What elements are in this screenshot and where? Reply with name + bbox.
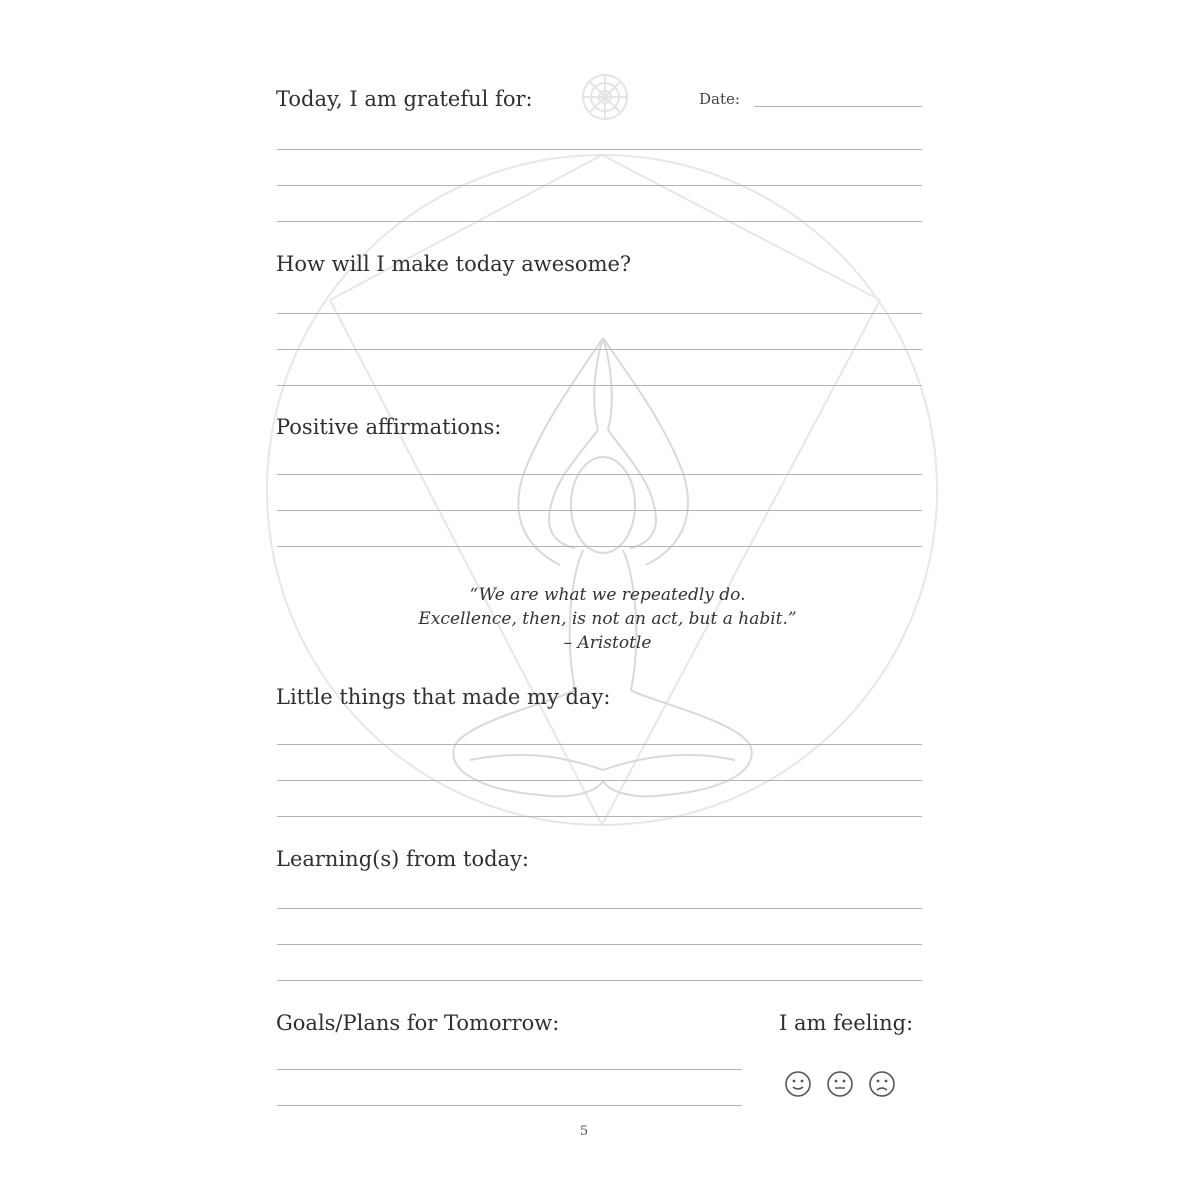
grateful-line-2[interactable]: [277, 185, 922, 186]
learnings-line-1[interactable]: [277, 908, 922, 909]
goals-line-1[interactable]: [277, 1069, 742, 1070]
grateful-line-1[interactable]: [277, 149, 922, 150]
learnings-line-3[interactable]: [277, 980, 922, 981]
awesome-heading: How will I make today awesome?: [276, 252, 632, 276]
smiley-face-icon[interactable]: [784, 1070, 812, 1098]
mood-faces: [784, 1070, 909, 1100]
quote-line-2: Excellence, then, is not an act, but a habit.”: [418, 609, 797, 629]
grateful-line-3[interactable]: [277, 221, 922, 222]
goals-heading: Goals/Plans for Tomorrow:: [276, 1011, 560, 1035]
grateful-heading: Today, I am grateful for:: [276, 87, 533, 111]
little-things-line-2[interactable]: [277, 780, 922, 781]
neutral-face-icon[interactable]: [826, 1070, 854, 1098]
awesome-line-3[interactable]: [277, 385, 922, 386]
affirmations-line-2[interactable]: [277, 510, 922, 511]
learnings-line-2[interactable]: [277, 944, 922, 945]
page-number: 5: [579, 1124, 589, 1139]
little-things-line-3[interactable]: [277, 816, 922, 817]
goals-line-2[interactable]: [277, 1105, 742, 1106]
sad-face-icon[interactable]: [868, 1070, 896, 1098]
quote-block: [300, 583, 915, 655]
feeling-heading: I am feeling:: [779, 1011, 914, 1035]
meditating-person-icon: [453, 338, 751, 796]
little-things-line-1[interactable]: [277, 744, 922, 745]
awesome-line-2[interactable]: [277, 349, 922, 350]
quote-line-1: “We are what we repeatedly do.: [469, 585, 746, 605]
learnings-heading: Learning(s) from today:: [276, 847, 530, 871]
date-label: Date:: [699, 90, 740, 108]
date-field[interactable]: [754, 106, 922, 107]
affirmations-line-3[interactable]: [277, 546, 922, 547]
mandala-icon: [583, 75, 627, 119]
quote-author: – Aristotle: [563, 633, 652, 653]
awesome-line-1[interactable]: [277, 313, 922, 314]
little-things-heading: Little things that made my day:: [276, 685, 611, 709]
affirmations-heading: Positive affirmations:: [276, 415, 502, 439]
affirmations-line-1[interactable]: [277, 474, 922, 475]
